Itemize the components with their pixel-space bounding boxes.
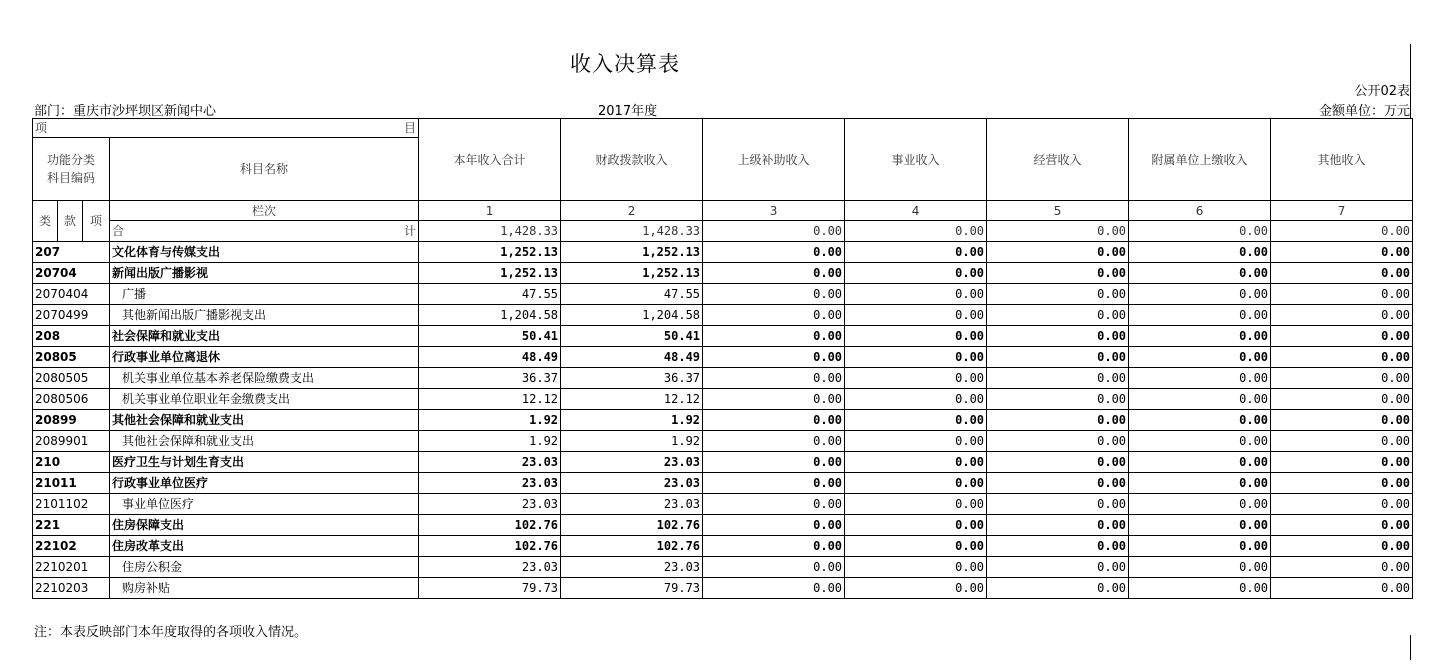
row-value: 50.41 <box>419 326 561 347</box>
row-value: 36.37 <box>419 368 561 389</box>
total-ji: 计 <box>404 224 417 238</box>
col-num: 7 <box>1271 201 1413 221</box>
row-value: 1,204.58 <box>419 305 561 326</box>
form-number: 公开02表 <box>1354 84 1410 99</box>
row-value: 23.03 <box>419 473 561 494</box>
total-he: 合 <box>112 224 125 238</box>
row-value: 0.00 <box>1271 389 1413 410</box>
row-value: 0.00 <box>1129 515 1271 536</box>
row-value: 0.00 <box>987 284 1129 305</box>
row-value: 0.00 <box>987 326 1129 347</box>
header-xiang-mu <box>33 119 419 138</box>
row-subject-name: 新闻出版广播影视 <box>110 263 419 284</box>
header-mu: 目 <box>404 121 417 135</box>
table-row <box>33 473 1413 494</box>
row-value: 0.00 <box>703 326 845 347</box>
row-value: 0.00 <box>845 431 987 452</box>
table-row <box>33 305 1413 326</box>
table-row <box>33 578 1413 599</box>
row-value: 0.00 <box>987 473 1129 494</box>
row-value: 0.00 <box>703 452 845 473</box>
table-row <box>33 557 1413 578</box>
xiang-header: 项 <box>83 201 110 242</box>
col-num: 2 <box>561 201 703 221</box>
row-value: 0.00 <box>703 431 845 452</box>
lanci-header: 栏次 <box>110 201 419 221</box>
kuan-header: 款 <box>58 201 83 242</box>
row-value: 0.00 <box>1129 536 1271 557</box>
row-code: 2070499 <box>33 305 110 326</box>
row-value: 102.76 <box>419 536 561 557</box>
row-value: 23.03 <box>561 557 703 578</box>
row-value: 0.00 <box>845 305 987 326</box>
row-value: 0.00 <box>1271 284 1413 305</box>
row-value: 23.03 <box>561 452 703 473</box>
row-value: 0.00 <box>845 515 987 536</box>
row-subject-name: 文化体育与传媒支出 <box>110 242 419 263</box>
row-value: 0.00 <box>1271 494 1413 515</box>
row-value: 48.49 <box>419 347 561 368</box>
row-subject-name: 其他社会保障和就业支出 <box>110 431 419 452</box>
row-value: 0.00 <box>1129 410 1271 431</box>
row-code: 2089901 <box>33 431 110 452</box>
row-value: 0.00 <box>845 326 987 347</box>
row-code: 208 <box>33 326 110 347</box>
row-value: 0.00 <box>1271 347 1413 368</box>
row-value: 0.00 <box>845 473 987 494</box>
row-value: 0.00 <box>1129 326 1271 347</box>
row-value: 1,252.13 <box>419 242 561 263</box>
row-value: 0.00 <box>703 242 845 263</box>
table-row <box>33 536 1413 557</box>
total-value: 0.00 <box>987 221 1129 242</box>
subject-name-header: 科目名称 <box>110 138 419 201</box>
header-xiang: 项 <box>35 121 48 135</box>
row-code: 20805 <box>33 347 110 368</box>
row-value: 48.49 <box>561 347 703 368</box>
col-header-6: 附属单位上缴收入 <box>1129 119 1271 201</box>
row-value: 0.00 <box>845 347 987 368</box>
row-value: 0.00 <box>987 431 1129 452</box>
row-value: 23.03 <box>561 473 703 494</box>
row-code: 2080506 <box>33 389 110 410</box>
row-subject-name: 住房保障支出 <box>110 515 419 536</box>
row-value: 0.00 <box>703 263 845 284</box>
row-value: 23.03 <box>419 494 561 515</box>
row-code: 2101102 <box>33 494 110 515</box>
row-value: 0.00 <box>987 389 1129 410</box>
row-value: 0.00 <box>1129 389 1271 410</box>
year-label: 2017年度 <box>598 104 658 119</box>
row-value: 0.00 <box>703 389 845 410</box>
row-subject-name: 医疗卫生与计划生育支出 <box>110 452 419 473</box>
total-value: 1,428.33 <box>419 221 561 242</box>
row-value: 102.76 <box>561 536 703 557</box>
row-value: 0.00 <box>1129 347 1271 368</box>
row-value: 50.41 <box>561 326 703 347</box>
row-code: 2210201 <box>33 557 110 578</box>
col-num: 6 <box>1129 201 1271 221</box>
row-subject-name: 社会保障和就业支出 <box>110 326 419 347</box>
row-value: 1.92 <box>561 410 703 431</box>
table-row <box>33 515 1413 536</box>
row-value: 23.03 <box>419 557 561 578</box>
row-value: 0.00 <box>1129 494 1271 515</box>
row-code: 210 <box>33 452 110 473</box>
col-header-5: 经营收入 <box>987 119 1129 201</box>
row-value: 0.00 <box>845 578 987 599</box>
col-num: 5 <box>987 201 1129 221</box>
row-value: 0.00 <box>703 494 845 515</box>
row-value: 0.00 <box>1129 557 1271 578</box>
row-value: 12.12 <box>561 389 703 410</box>
row-subject-name: 事业单位医疗 <box>110 494 419 515</box>
row-value: 0.00 <box>703 515 845 536</box>
row-value: 1.92 <box>561 431 703 452</box>
department-label: 部门：重庆市沙坪坝区新闻中心 <box>34 104 217 119</box>
row-value: 1.92 <box>419 410 561 431</box>
row-value: 0.00 <box>845 389 987 410</box>
row-value: 0.00 <box>845 494 987 515</box>
row-code: 21011 <box>33 473 110 494</box>
row-value: 0.00 <box>1271 263 1413 284</box>
col-header-1: 本年收入合计 <box>419 119 561 201</box>
row-value: 0.00 <box>1129 263 1271 284</box>
row-code: 221 <box>33 515 110 536</box>
row-value: 0.00 <box>703 410 845 431</box>
row-value: 0.00 <box>987 578 1129 599</box>
row-value: 0.00 <box>845 410 987 431</box>
row-value: 1,252.13 <box>419 263 561 284</box>
row-value: 1,204.58 <box>561 305 703 326</box>
total-value: 0.00 <box>845 221 987 242</box>
func-code-header: 功能分类 科目编码 <box>33 138 110 201</box>
row-value: 0.00 <box>845 536 987 557</box>
total-label <box>110 221 419 242</box>
row-value: 0.00 <box>987 410 1129 431</box>
row-value: 23.03 <box>419 452 561 473</box>
row-subject-name: 行政事业单位医疗 <box>110 473 419 494</box>
row-value: 0.00 <box>1129 452 1271 473</box>
row-value: 0.00 <box>987 494 1129 515</box>
row-value: 12.12 <box>419 389 561 410</box>
row-value: 0.00 <box>987 242 1129 263</box>
row-subject-name: 其他社会保障和就业支出 <box>110 410 419 431</box>
row-value: 0.00 <box>987 347 1129 368</box>
row-value: 0.00 <box>845 452 987 473</box>
table-row <box>33 410 1413 431</box>
row-value: 0.00 <box>703 536 845 557</box>
page-edge-line <box>1410 44 1411 118</box>
col-header-7: 其他收入 <box>1271 119 1413 201</box>
row-value: 1,252.13 <box>561 263 703 284</box>
row-value: 0.00 <box>845 557 987 578</box>
table-row <box>33 431 1413 452</box>
row-value: 0.00 <box>845 368 987 389</box>
table-row <box>33 326 1413 347</box>
row-value: 102.76 <box>419 515 561 536</box>
table-row <box>33 263 1413 284</box>
row-value: 79.73 <box>419 578 561 599</box>
row-value: 0.00 <box>987 536 1129 557</box>
row-subject-name: 住房改革支出 <box>110 536 419 557</box>
row-value: 0.00 <box>1271 452 1413 473</box>
row-value: 1,252.13 <box>561 242 703 263</box>
row-value: 0.00 <box>1271 557 1413 578</box>
row-value: 0.00 <box>1271 368 1413 389</box>
footnote: 注：本表反映部门本年度取得的各项收入情况。 <box>34 625 308 640</box>
row-value: 0.00 <box>1271 578 1413 599</box>
total-value: 1,428.33 <box>561 221 703 242</box>
row-value: 0.00 <box>703 578 845 599</box>
row-value: 23.03 <box>561 494 703 515</box>
col-num: 4 <box>845 201 987 221</box>
row-value: 0.00 <box>1271 326 1413 347</box>
row-value: 0.00 <box>987 452 1129 473</box>
page-title: 收入决算表 <box>570 52 680 76</box>
row-value: 36.37 <box>561 368 703 389</box>
row-value: 0.00 <box>987 557 1129 578</box>
col-header-3: 上级补助收入 <box>703 119 845 201</box>
row-value: 1.92 <box>419 431 561 452</box>
row-value: 0.00 <box>845 242 987 263</box>
row-value: 47.55 <box>561 284 703 305</box>
col-num: 1 <box>419 201 561 221</box>
row-subject-name: 广播 <box>110 284 419 305</box>
table-row <box>33 368 1413 389</box>
row-value: 0.00 <box>1129 473 1271 494</box>
row-value: 0.00 <box>1129 284 1271 305</box>
row-subject-name: 机关事业单位基本养老保险缴费支出 <box>110 368 419 389</box>
row-value: 0.00 <box>987 263 1129 284</box>
row-value: 0.00 <box>987 368 1129 389</box>
row-value: 0.00 <box>703 557 845 578</box>
col-num: 3 <box>703 201 845 221</box>
row-value: 0.00 <box>1271 536 1413 557</box>
table-row <box>33 284 1413 305</box>
row-value: 0.00 <box>1129 368 1271 389</box>
total-value: 0.00 <box>703 221 845 242</box>
row-value: 0.00 <box>1271 410 1413 431</box>
row-code: 2210203 <box>33 578 110 599</box>
row-value: 0.00 <box>1271 305 1413 326</box>
table-row <box>33 494 1413 515</box>
row-value: 0.00 <box>845 284 987 305</box>
row-subject-name: 行政事业单位离退休 <box>110 347 419 368</box>
row-value: 0.00 <box>1129 578 1271 599</box>
page-edge-line <box>1410 635 1411 660</box>
total-value: 0.00 <box>1271 221 1413 242</box>
row-code: 2070404 <box>33 284 110 305</box>
row-code: 22102 <box>33 536 110 557</box>
row-value: 0.00 <box>1129 431 1271 452</box>
row-subject-name: 机关事业单位职业年金缴费支出 <box>110 389 419 410</box>
row-value: 102.76 <box>561 515 703 536</box>
row-code: 2080505 <box>33 368 110 389</box>
row-value: 0.00 <box>1271 431 1413 452</box>
row-value: 0.00 <box>1129 242 1271 263</box>
row-value: 0.00 <box>987 515 1129 536</box>
row-value: 0.00 <box>1271 515 1413 536</box>
row-value: 0.00 <box>1271 473 1413 494</box>
col-header-4: 事业收入 <box>845 119 987 201</box>
row-value: 0.00 <box>703 305 845 326</box>
col-header-2: 财政拨款收入 <box>561 119 703 201</box>
row-code: 20899 <box>33 410 110 431</box>
row-code: 207 <box>33 242 110 263</box>
row-value: 0.00 <box>703 284 845 305</box>
income-table <box>32 118 1413 599</box>
total-value: 0.00 <box>1129 221 1271 242</box>
row-value: 0.00 <box>987 305 1129 326</box>
table-row <box>33 242 1413 263</box>
table-row <box>33 389 1413 410</box>
row-value: 0.00 <box>1271 242 1413 263</box>
unit-label: 金额单位：万元 <box>1318 104 1410 119</box>
lei-header: 类 <box>33 201 58 242</box>
row-value: 79.73 <box>561 578 703 599</box>
row-value: 0.00 <box>703 347 845 368</box>
table-row <box>33 452 1413 473</box>
row-code: 20704 <box>33 263 110 284</box>
row-subject-name: 购房补贴 <box>110 578 419 599</box>
row-value: 47.55 <box>419 284 561 305</box>
table-row <box>33 347 1413 368</box>
row-subject-name: 其他新闻出版广播影视支出 <box>110 305 419 326</box>
row-value: 0.00 <box>845 263 987 284</box>
row-value: 0.00 <box>703 368 845 389</box>
row-value: 0.00 <box>1129 305 1271 326</box>
row-subject-name: 住房公积金 <box>110 557 419 578</box>
total-row <box>33 221 1413 242</box>
row-value: 0.00 <box>703 473 845 494</box>
